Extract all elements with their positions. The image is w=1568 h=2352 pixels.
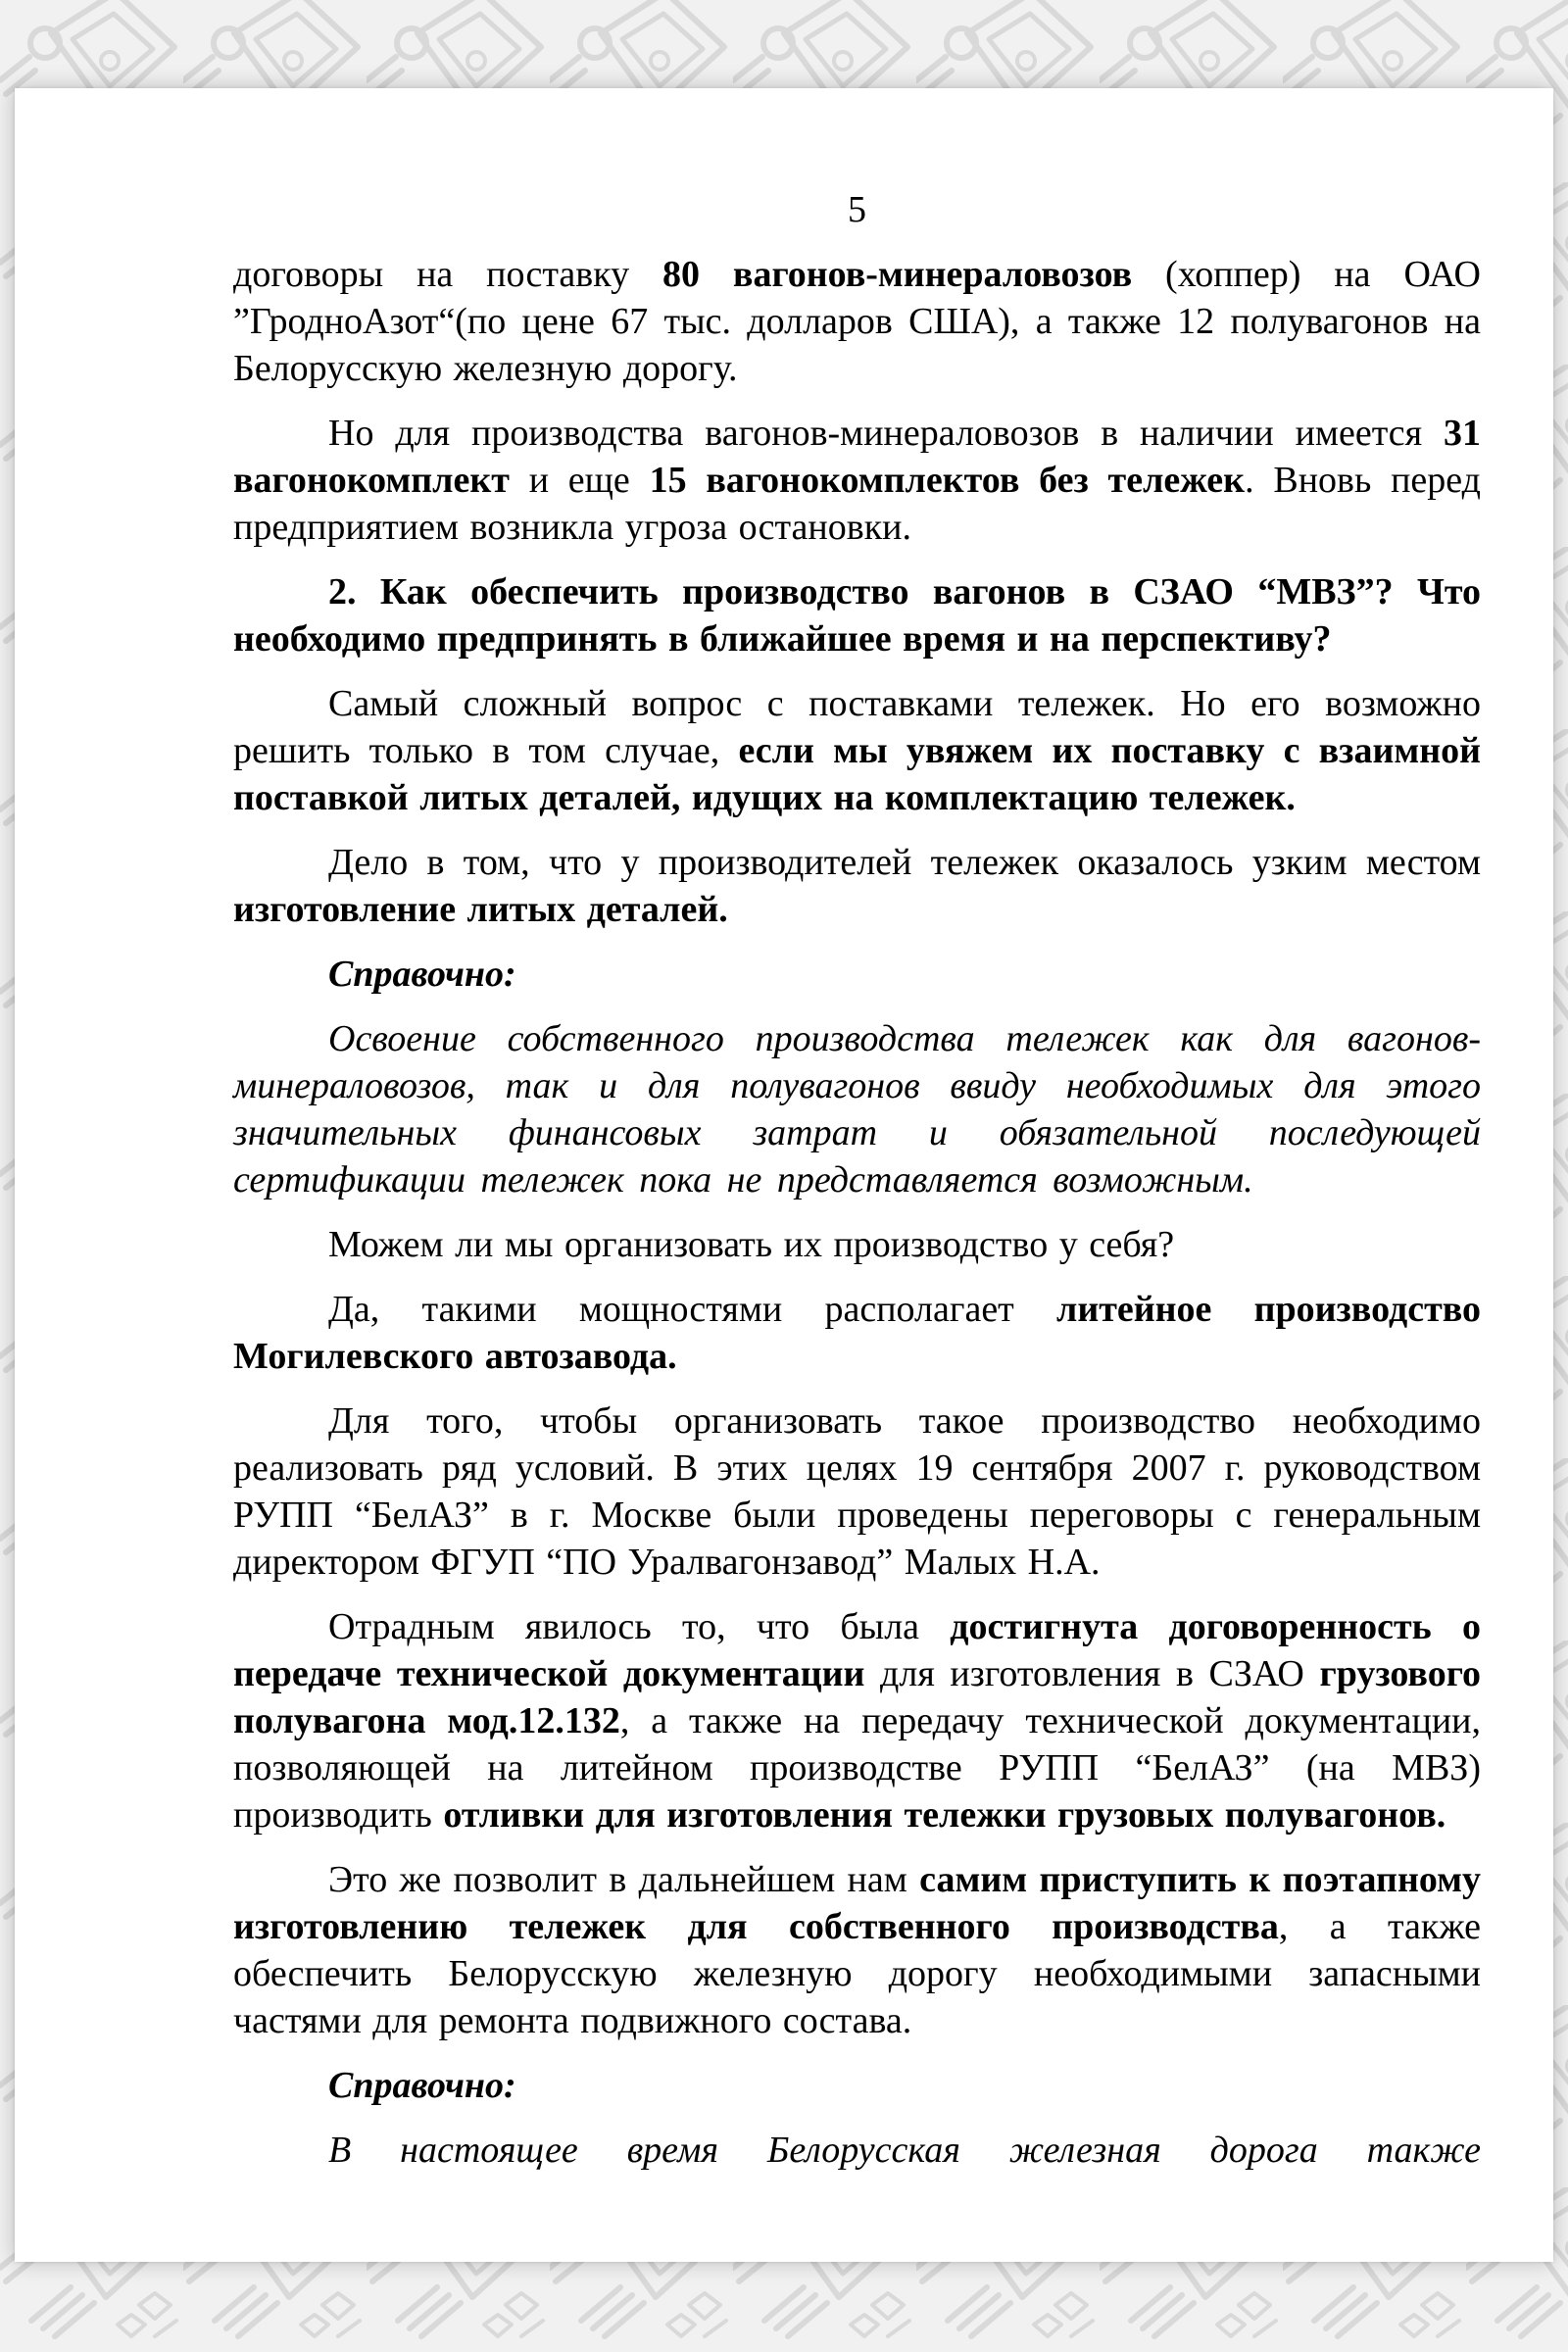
text-run: Это же позволит в дальнейшем нам (328, 1859, 920, 1900)
text-run: договоры на поставку (233, 254, 663, 295)
paragraph (233, 410, 1481, 551)
page-body (233, 251, 1481, 2174)
text-run: для изготовления в СЗАО (864, 1653, 1320, 1694)
text-run: Отрадным явилось то, что была (328, 1606, 951, 1647)
text-run: Справочно: (328, 954, 516, 995)
paragraph (233, 1856, 1481, 2044)
paragraph (233, 1397, 1481, 1586)
paragraph (233, 951, 1481, 998)
text-run: Освоение собственного производства тележек как для вагонов-минераловозов, так и для полувагонов ввиду необходимых для этого значительных финансовых затрат и обязательной последующей сертификации тележек пока не представляется возможным. (233, 1018, 1481, 1200)
text-run: и еще (509, 460, 650, 501)
text-run: Да, такими мощностями располагает (328, 1289, 1056, 1330)
text-run: 2. Как обеспечить производство вагонов в СЗАО “МВЗ”? Что необходимо предпринять в ближайшее время и на перспективу? (233, 571, 1481, 660)
text-run: если мы увяжем их поставку с взаимной поставкой литых деталей, идущих на комплектацию тележек. (233, 730, 1482, 818)
text-run: 15 вагонокомплектов без тележек (649, 460, 1246, 501)
paragraph (233, 839, 1481, 933)
paragraph (233, 680, 1481, 821)
section-heading (233, 568, 1481, 662)
paragraph (233, 251, 1481, 392)
paragraph (233, 1603, 1481, 1838)
page-number: 5 (848, 189, 866, 230)
paragraph (233, 1015, 1481, 1203)
text-run: Справочно: (328, 2065, 516, 2106)
text-run: отливки для изготовления тележки грузовых полувагонов. (443, 1794, 1446, 1836)
text-run: В настоящее время Белорусская железная дорога также (328, 2130, 1481, 2171)
text-run: литейное производство Могилевского автозавода. (233, 1289, 1481, 1377)
text-run: 31 вагонокомплект (233, 413, 1481, 501)
text-run: Для того, чтобы организовать такое производство необходимо реализовать ряд условий. В этих целях 19 сентября 2007 г. руководством РУПП “БелАЗ” в г. Москве были проведены переговоры с генеральным директором ФГУП “ПО Уралвагонзавод” Малых Н.А. (233, 1400, 1481, 1583)
document-page (15, 88, 1553, 2262)
text-run: . Вновь перед предприятием возникла угроза остановки. (233, 460, 1481, 548)
text-run: , а также на передачу технической документации, позволяющей на литейном производстве РУПП “БелАЗ” (на МВЗ) производить (233, 1700, 1481, 1836)
text-run: Можем ли мы организовать их производство у себя? (328, 1224, 1175, 1265)
text-run: (хоппер) на ОАО ”ГродноАзот“(по цене 67 тыс. долларов США), а также 12 полувагонов на Белорусскую железную дорогу. (233, 254, 1481, 389)
text-run: 80 вагонов-минераловозов (662, 254, 1133, 295)
text-run: Но для производства вагонов-минераловозов в наличии имеется (328, 413, 1444, 454)
text-run: , а также обеспечить Белорусскую железную дорогу необходимыми запасными частями для ремонта подвижного состава. (233, 1906, 1481, 2041)
text-run: грузового полувагона мод.12.132 (233, 1653, 1481, 1741)
text-run: достигнута договоренность о передаче технической документации (233, 1606, 1481, 1694)
text-run: Дело в том, что у производителей тележек оказалось узким местом (328, 842, 1481, 883)
paragraph (233, 1221, 1481, 1268)
text-run: Самый сложный вопрос с поставками тележек. Но его возможно решить только в том случае, (233, 683, 1481, 771)
text-run: самим приступить к поэтапному изготовлению тележек для собственного производства (233, 1859, 1481, 1947)
paragraph (233, 1286, 1481, 1380)
paragraph (233, 2062, 1481, 2109)
paragraph (233, 2127, 1481, 2174)
text-run: изготовление литых деталей. (233, 889, 728, 930)
